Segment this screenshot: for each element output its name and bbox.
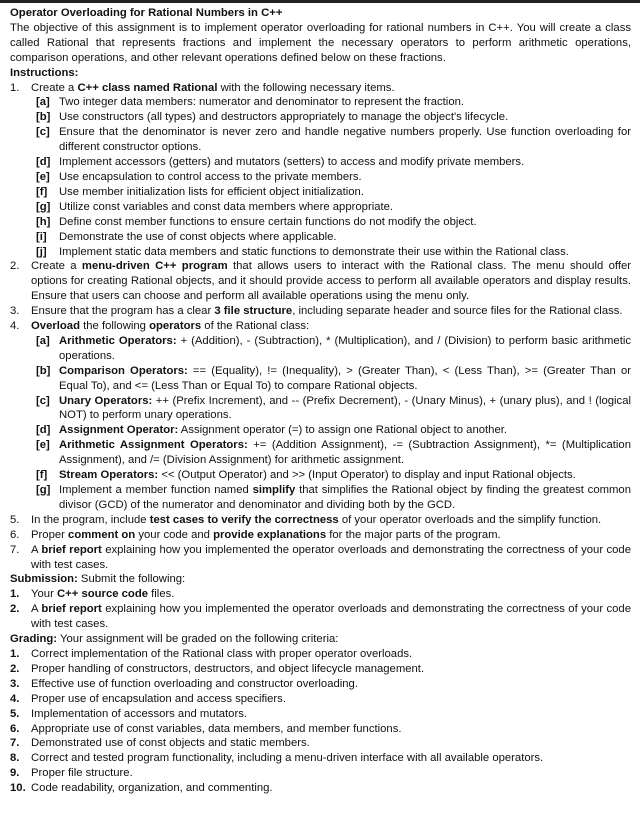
sub-item: [f] Use member initialization lists for efficient object initialization. xyxy=(36,185,364,198)
sub-item: [d] Assignment Operator: Assignment operator (=) to assign one Rational object to another. xyxy=(36,424,508,437)
sub-item: [a] Arithmetic Operators: + (Addition), - (Subtraction), * (Multiplication), and / (Division) to perform basic arithmetic operations. xyxy=(36,334,631,362)
sub-item: [c] Unary Operators: ++ (Prefix Increment), and -- (Prefix Decrement), - (Unary Minus), + (unary plus), and ! (logical NOT) to perform unary operations. xyxy=(36,394,631,422)
instruction-item: 5. In the program, include test cases to verify the correctness of your operator overloads and the simplify function. xyxy=(10,513,602,526)
document-title: Operator Overloading for Rational Numbers in C++ xyxy=(10,7,283,19)
sub-item: [g] Utilize const variables and const data members where appropriate. xyxy=(36,200,394,213)
instruction-item: 4. Overload the following operators of the Rational class: xyxy=(10,320,310,333)
sub-item: [g] Implement a member function named simplify that simplifies the Rational object by finding the greatest common divisor (GCD) of the numerator and denominator and dividing both by the GCD. xyxy=(36,484,631,511)
sub-item: [b] Use constructors (all types) and destructors appropriately to manage the object's lifecycle. xyxy=(36,111,509,124)
submission-heading: Submission: Submit the following: xyxy=(10,573,186,586)
sub-item: [a] Two integer data members: numerator and denominator to represent the fraction. xyxy=(36,96,465,109)
grading-item: 9. Proper file structure. xyxy=(10,767,133,780)
sub-item: [d] Implement accessors (getters) and mutators (setters) to access and modify private members. xyxy=(36,156,525,169)
sub-item: [e] Arithmetic Assignment Operators: += (Addition Assignment), -= (Subtraction Assignment), *= (Multiplication Assignment), and /= (Division Assignment) for arithmetic assignment. xyxy=(36,439,631,467)
grading-item: 6. Appropriate use of const variables, data members, and member functions. xyxy=(10,722,402,735)
sub-item: [b] Comparison Operators: == (Equality), != (Inequality), > (Greater Than), < (Less Than), >= (Greater Than or Equal To), and <= (Less Than or Equal To) to compare Rational objects. xyxy=(36,364,631,392)
submission-item: 2. A brief report explaining how you implemented the operator overloads and demonstrating the correctness of your code with test cases. xyxy=(10,603,631,631)
instruction-item: 6. Proper comment on your code and provide explanations for the major parts of the program. xyxy=(10,528,501,541)
grading-item: 5. Implementation of accessors and mutators. xyxy=(10,707,247,720)
grading-item: 10. Code readability, organization, and commenting. xyxy=(10,782,273,795)
instruction-item: 7. A brief report explaining how you implemented the operator overloads and demonstrating the correctness of your code with test cases. xyxy=(10,543,631,571)
instruction-item: 2. Create a menu-driven C++ program that allows users to interact with the Rational class. The menu should offer options for creating Rational objects, and it should provide access to perform all available operators and display results. Ensure that users can choose and perform all available operations using the menu only. xyxy=(10,260,631,303)
grading-item: 3. Effective use of function overloading and constructor overloading. xyxy=(10,677,358,690)
grading-item: 1. Correct implementation of the Rational class with proper operator overloads. xyxy=(10,647,413,660)
sub-item: [e] Use encapsulation to control access to the private members. xyxy=(36,170,362,183)
sub-item: [f] Stream Operators: << (Output Operator) and >> (Input Operator) to display and input Rational objects. xyxy=(36,469,576,482)
instruction-item: 3. Ensure that the program has a clear 3 file structure, including separate header and source files for the Rational class. xyxy=(10,305,623,318)
grading-item: 4. Proper use of encapsulation and access specifiers. xyxy=(10,692,286,705)
sub-item: [j] Implement static data members and static functions to demonstrate their use within the Rational class. xyxy=(36,245,569,258)
grading-heading: Grading: Your assignment will be graded on the following criteria: xyxy=(10,633,339,646)
instructions-heading: Instructions: xyxy=(10,66,79,79)
item-number: 1. xyxy=(10,81,20,94)
intro-paragraph: The objective of this assignment is to implement operator overloading for rational numbers in C++. You will create a class called Rational that represents fractions and implement the necessary operators to perform arithmetic operations, comparison operations, and other relevant operations defined below on these fractions. xyxy=(10,21,631,64)
grading-item: 7. Demonstrated use of const objects and static members. xyxy=(10,737,310,750)
submission-item: 1. Your C++ source code files. xyxy=(10,588,175,601)
sub-item: [c] Ensure that the denominator is never zero and handle negative numbers properly. Use function overloading for different constructor options. xyxy=(36,126,631,154)
sub-item: [h] Define const member functions to ensure certain functions do not modify the object. xyxy=(36,215,477,228)
grading-item: 8. Correct and tested program functionality, including a menu-driven interface with all available operators. xyxy=(10,752,544,765)
instruction-item: 1. Create a C++ class named Rational with the following necessary items. xyxy=(10,81,395,94)
sub-item: [i] Demonstrate the use of const objects where applicable. xyxy=(36,230,337,243)
grading-item: 2. Proper handling of constructors, destructors, and object lifecycle management. xyxy=(10,662,425,675)
